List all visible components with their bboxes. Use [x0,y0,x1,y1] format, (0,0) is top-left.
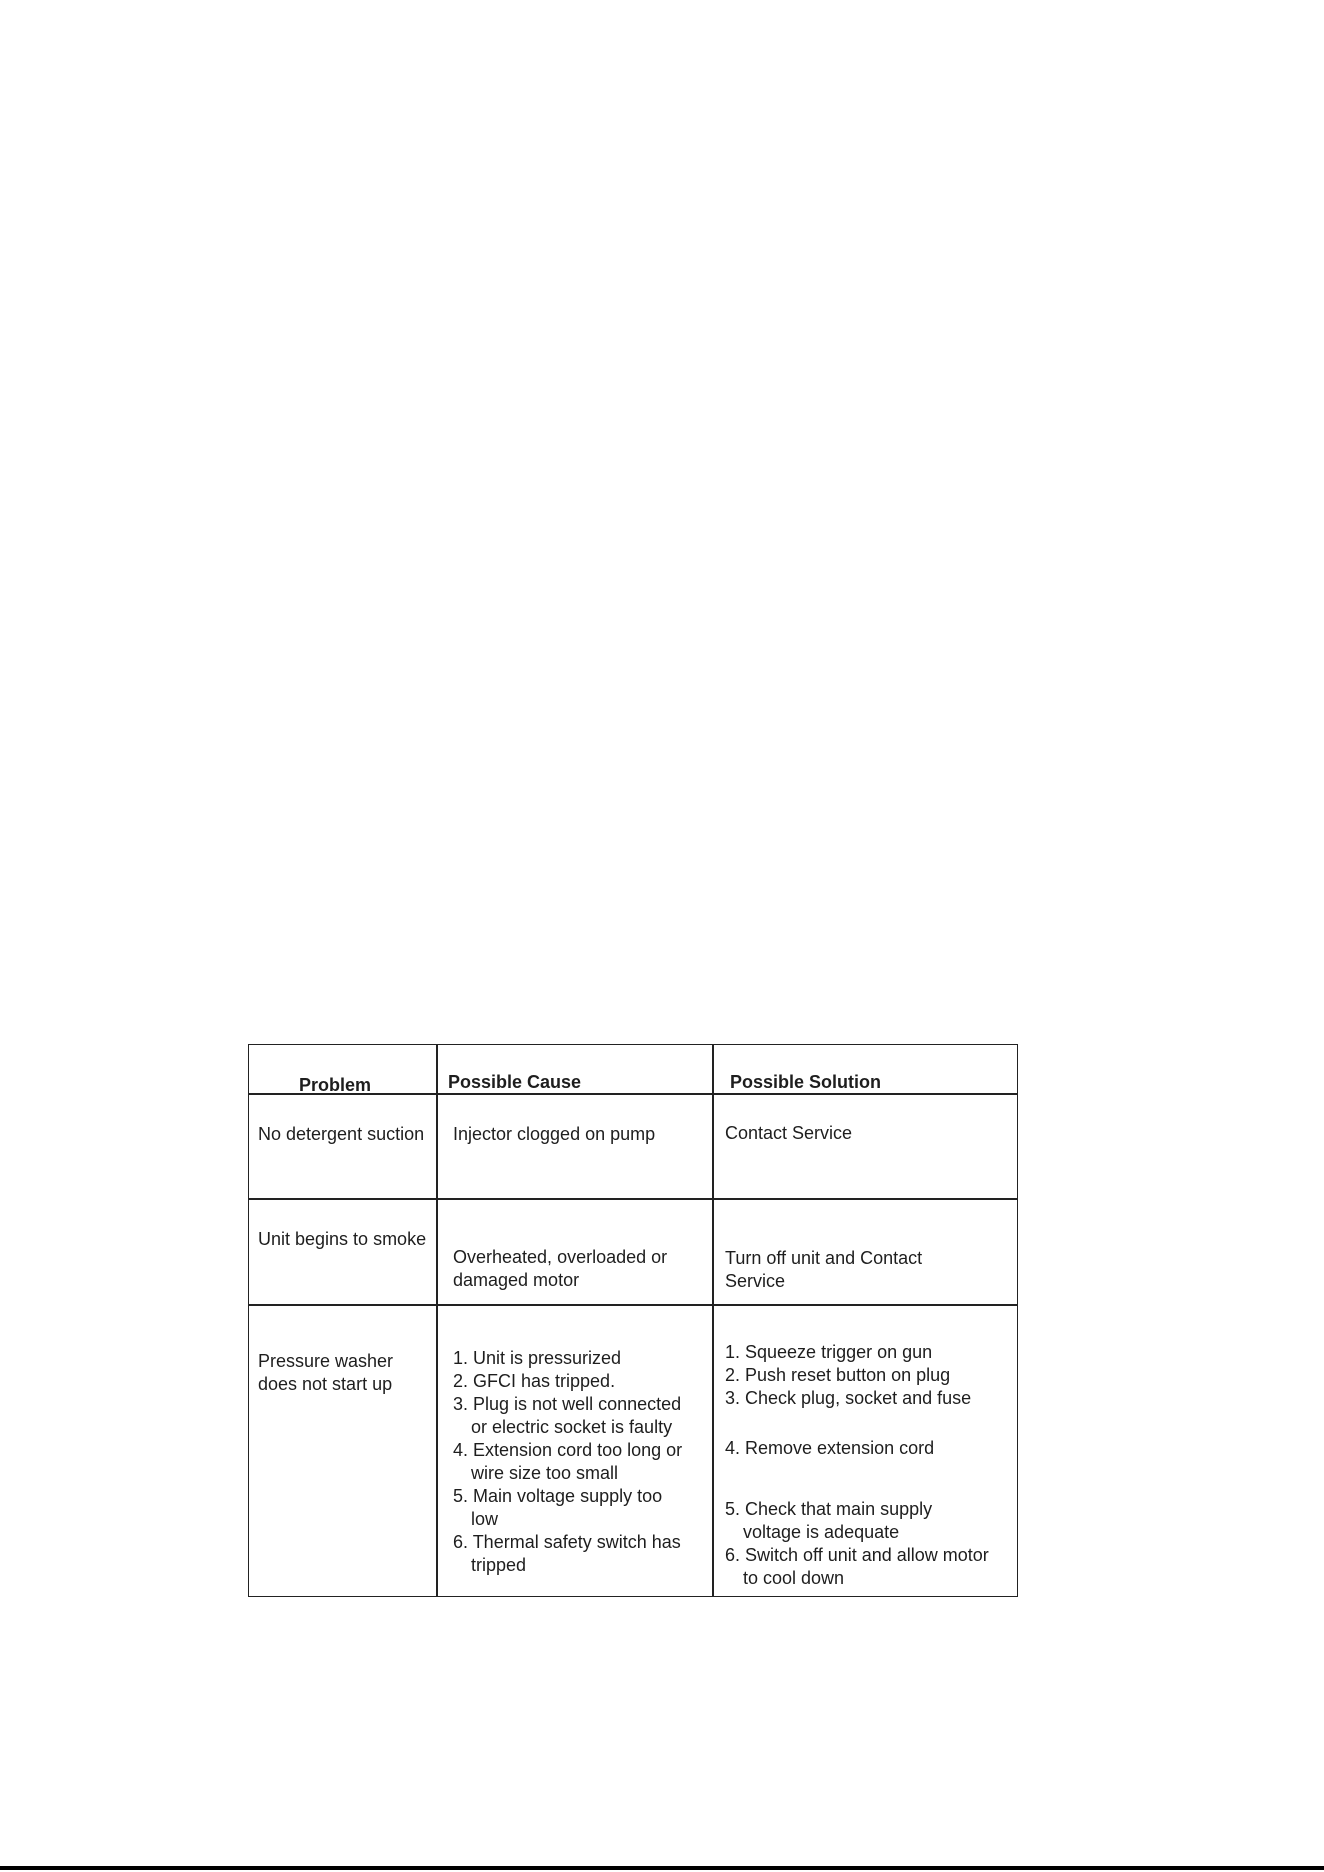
row3-solution-4 [725,1437,934,1460]
solution-item: 4. Remove extension cord [725,1438,935,1458]
cause-item: 4. Extension cord too long or [453,1440,683,1460]
row3-cause [453,1347,682,1577]
cause-item-continuation: or electric socket is faulty [471,1417,673,1437]
cause-item: 2. GFCI has tripped. [453,1371,616,1391]
cause-item: 6. Thermal safety switch has [453,1532,681,1552]
row2-cause-line: damaged motor [453,1270,580,1290]
solution-item: 6. Switch off unit and allow motor [725,1545,989,1565]
row1-solution [725,1122,852,1145]
solution-item: 3. Check plug, socket and fuse [725,1388,972,1408]
row2-solution-line: Service [725,1271,786,1291]
column-divider-2 [712,1045,714,1596]
row3-problem-line: does not start up [258,1374,393,1394]
cause-item-continuation: tripped [471,1555,527,1575]
row-divider-1 [249,1198,1017,1200]
row1-solution-line: Contact Service [725,1123,853,1143]
row3-problem [258,1350,393,1396]
solution-item: 5. Check that main supply [725,1499,933,1519]
header-problem: Problem [299,1075,372,1095]
row2-problem-line: Unit begins to smoke [258,1229,427,1249]
row2-problem [258,1228,426,1251]
row1-cause-line: Injector clogged on pump [453,1124,656,1144]
cause-item-continuation: low [471,1509,499,1529]
row-divider-2 [249,1304,1017,1306]
row3-solution [725,1341,971,1410]
solution-item-continuation: to cool down [743,1568,845,1588]
row2-solution [725,1247,922,1293]
header-possible-solution: Possible Solution [730,1072,882,1092]
solution-item: 1. Squeeze trigger on gun [725,1342,933,1362]
solution-item: 2. Push reset button on plug [725,1365,951,1385]
row2-cause-line: Overheated, overloaded or [453,1247,668,1267]
solution-item-continuation: voltage is adequate [743,1522,900,1542]
row2-solution-line: Turn off unit and Contact [725,1248,923,1268]
troubleshooting-table [248,1044,1018,1597]
row1-problem [258,1123,424,1146]
row1-problem-line: No detergent suction [258,1124,425,1144]
row3-solution-5-6 [725,1498,989,1590]
row3-problem-line: Pressure washer [258,1351,394,1371]
page-bottom-edge [0,1866,1324,1870]
cause-item-continuation: wire size too small [471,1463,619,1483]
column-divider-1 [436,1045,438,1596]
cause-item: 5. Main voltage supply too [453,1486,663,1506]
cause-item: 1. Unit is pressurized [453,1348,622,1368]
cause-item: 3. Plug is not well connected [453,1394,682,1414]
row1-cause [453,1123,655,1146]
header-possible-cause: Possible Cause [448,1072,582,1092]
row2-cause [453,1246,667,1292]
